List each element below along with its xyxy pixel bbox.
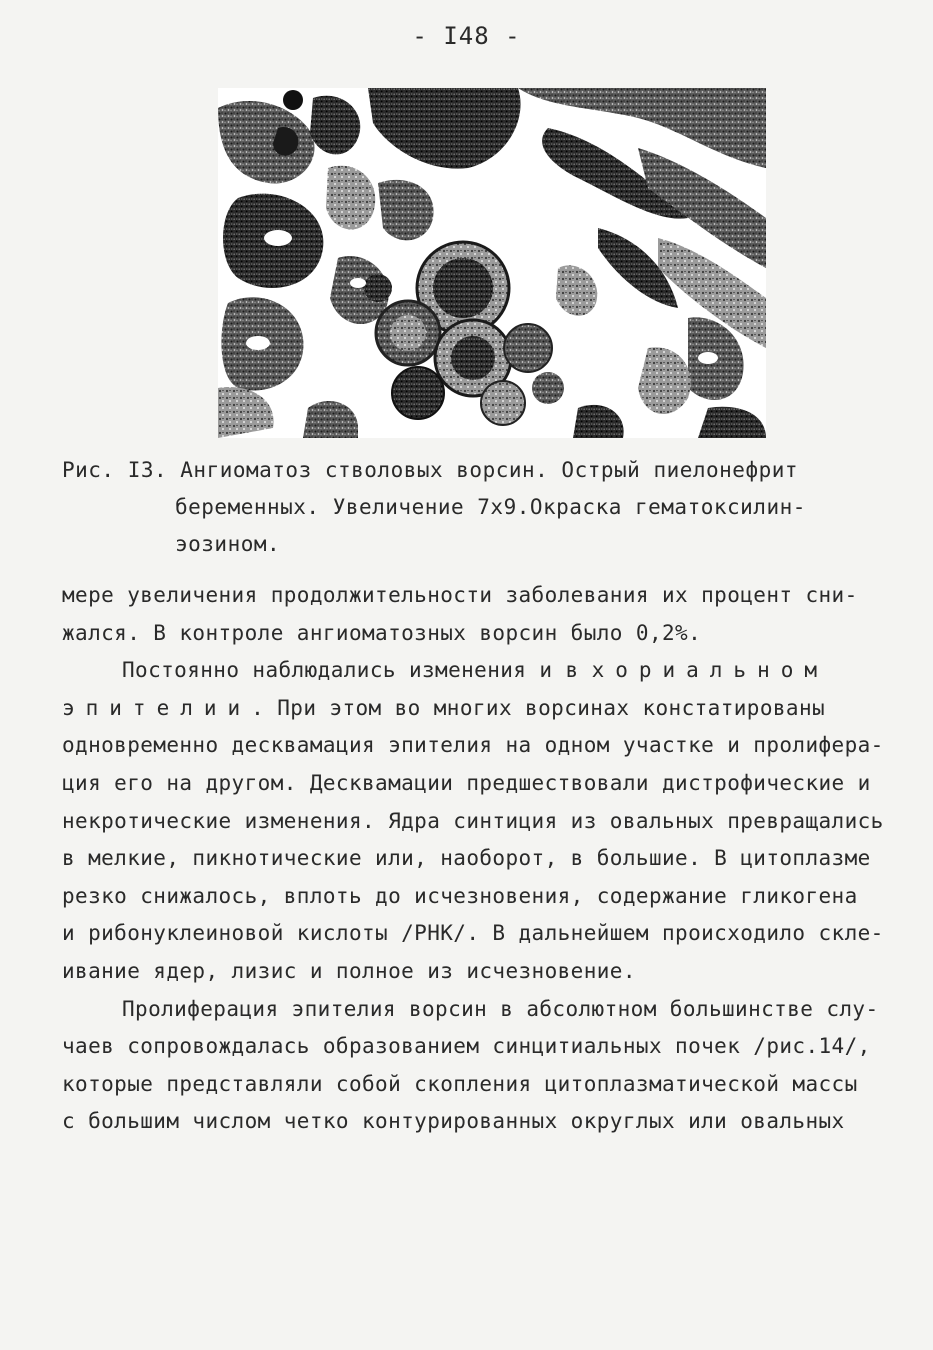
text-segment: . При этом во многих ворсинах констатированы [251,695,826,720]
caption-line: Рис. I3. Ангиоматоз стволовых ворсин. Острый пиелонефрит [62,458,799,482]
text-line: в мелкие, пикнотические или, наоборот, в большие. В цитоплазме [62,846,871,871]
text-line: жался. В контроле ангиоматозных ворсин было 0,2%. [62,620,702,645]
text-line: чаев сопровождалась образованием синцитиальных почек /рис.14/, [62,1034,871,1059]
text-line: ивание ядер, лизис и полное из исчезновение. [62,958,636,983]
text-line: мере увеличения продолжительности заболевания их процент сни- [62,583,858,607]
text-line: с большим числом четко контурированных округлых или овальных [62,1109,845,1134]
emphasized-term: эпителии [62,695,252,720]
emphasized-term: хориальном [591,658,828,683]
caption-line: эозином. [175,532,281,556]
text-line: одновременно десквамация эпителия на одном участке и пролифера- [62,733,884,758]
text-line: которые представляли собой скопления цитоплазматической массы [62,1071,858,1096]
figure-caption [62,452,872,563]
text-line: Пролиферация эпителия ворсин в абсолютном большинстве слу- [122,996,879,1021]
page-number: - I48 - [412,22,521,50]
text-line: и рибонуклеиновой кислоты /РНК/. В дальнейшем происходило скле- [62,921,884,946]
micrograph-image [218,88,766,438]
text-segment: Постоянно наблюдались изменения и в [122,658,592,683]
caption-line: беременных. Увеличение 7х9.Окраска гематоксилин- [175,495,806,519]
text-line: некротические изменения. Ядра синтиция из овальных превращались [62,808,884,833]
micrograph-figure [218,88,766,438]
text-line: резко снижалось, вплоть до исчезновения, содержание гликогена [62,883,858,908]
text-line [62,652,872,690]
text-line: ция его на другом. Десквамации предшествовали дистрофические и [62,770,871,795]
body-text [62,577,884,1141]
text-line [62,690,872,728]
